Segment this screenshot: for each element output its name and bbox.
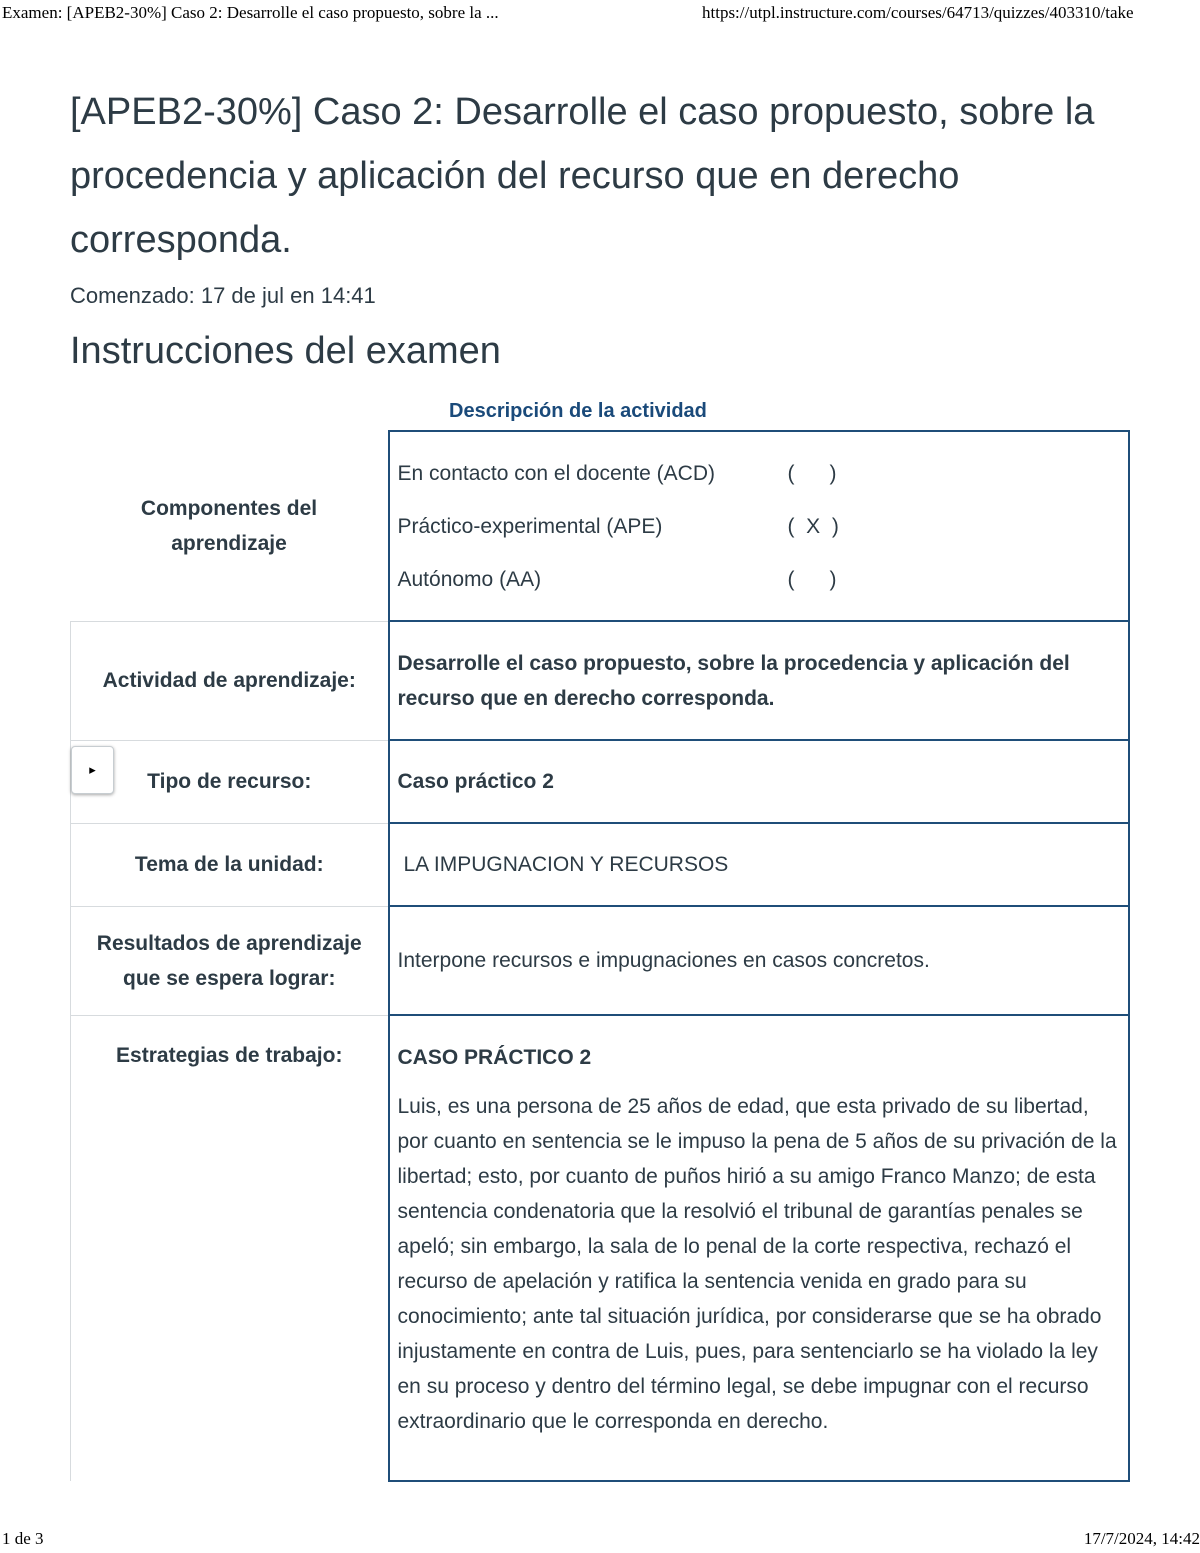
strategies-label: Estrategias de trabajo: [71,1015,389,1481]
component-option-name: Autónomo (AA) [397,567,542,591]
quiz-started-time: Comenzado: 17 de jul en 14:41 [70,283,376,308]
table-row [71,740,1130,823]
learning-activity-value: Desarrolle el caso propuesto, sobre la procedencia y aplicación del recurso que en derecho corresponda. [389,621,1130,740]
activity-table [70,430,1130,1482]
expand-button[interactable] [71,746,114,794]
components-value [389,431,1130,621]
learning-activity-label: Actividad de aprendizaje: [71,621,389,740]
unit-topic-label: Tema de la unidad: [71,823,389,906]
print-datetime: 17/7/2024, 14:42 [1083,1529,1200,1548]
component-option-name: En contacto con el docente (ACD) [397,461,716,485]
activity-caption: Descripción de la actividad [449,400,707,422]
page-number: 1 de 3 [2,1529,44,1548]
unit-topic-value: LA IMPUGNACION Y RECURSOS [389,823,1130,906]
print-page-title: Examen: [APEB2-30%] Caso 2: Desarrolle el caso propuesto, sobre la ... [2,3,499,22]
table-row [71,823,1130,906]
print-footer [0,1523,1200,1553]
quiz-title: [APEB2-30%] Caso 2: Desarrolle el caso propuesto, sobre la procedencia y aplicación del recurso que en derecho corresponda. [70,91,1095,261]
table-row [71,1015,1130,1481]
component-option [398,447,1121,500]
resource-type-value: Caso práctico 2 [389,740,1130,823]
component-option-name: Práctico-experimental (APE) [397,514,663,538]
components-label: Componentes del aprendizaje [140,496,318,555]
instructions-heading: Instrucciones del examen [70,330,501,372]
print-header [0,0,1200,28]
table-row [71,431,1130,621]
print-url: https://utpl.instructure.com/courses/64713/quizzes/403310/take [702,3,1134,22]
play-triangle-icon: ▸ [89,762,96,777]
table-row [71,621,1130,740]
component-option-mark: ( ) [787,461,837,485]
component-option-mark: ( X ) [787,514,839,538]
strategies-value [389,1015,1130,1481]
case-heading: CASO PRÁCTICO 2 [397,1046,592,1069]
component-option [398,500,1121,553]
resource-type-label: Tipo de recurso: [71,740,389,823]
table-row [71,906,1130,1015]
expected-results-value: Interpone recursos e impugnaciones en casos concretos. [389,906,1130,1015]
case-text: Luis, es una persona de 25 años de edad, que esta privado de su libertad, por cuanto en sentencia se le impuso la pena de 5 años de su privación de la libertad; esto, por cuanto de puños hirió a su amigo Franco Manzo; de esta sentencia condenatoria que la resolvió el tribunal de garantías penales se apeló; sin embargo, la sala de lo penal de la corte respectiva, rechazó el recurso de apelación y ratifica la sentencia venida en grado para su conocimiento; ante tal situación jurídica, por considerarse que se ha obrado injustamente en contra de Luis, pues, para sentenciarlo se ha violado la ley en su proceso y dentro del término legal, se debe impugnar con el recurso extraordinario que le corresponda en derecho. [397,1095,1117,1433]
component-option-mark: ( ) [787,567,837,591]
expected-results-label: Resultados de aprendizaje que se espera lograr: [71,906,389,1015]
component-option [398,553,1121,606]
